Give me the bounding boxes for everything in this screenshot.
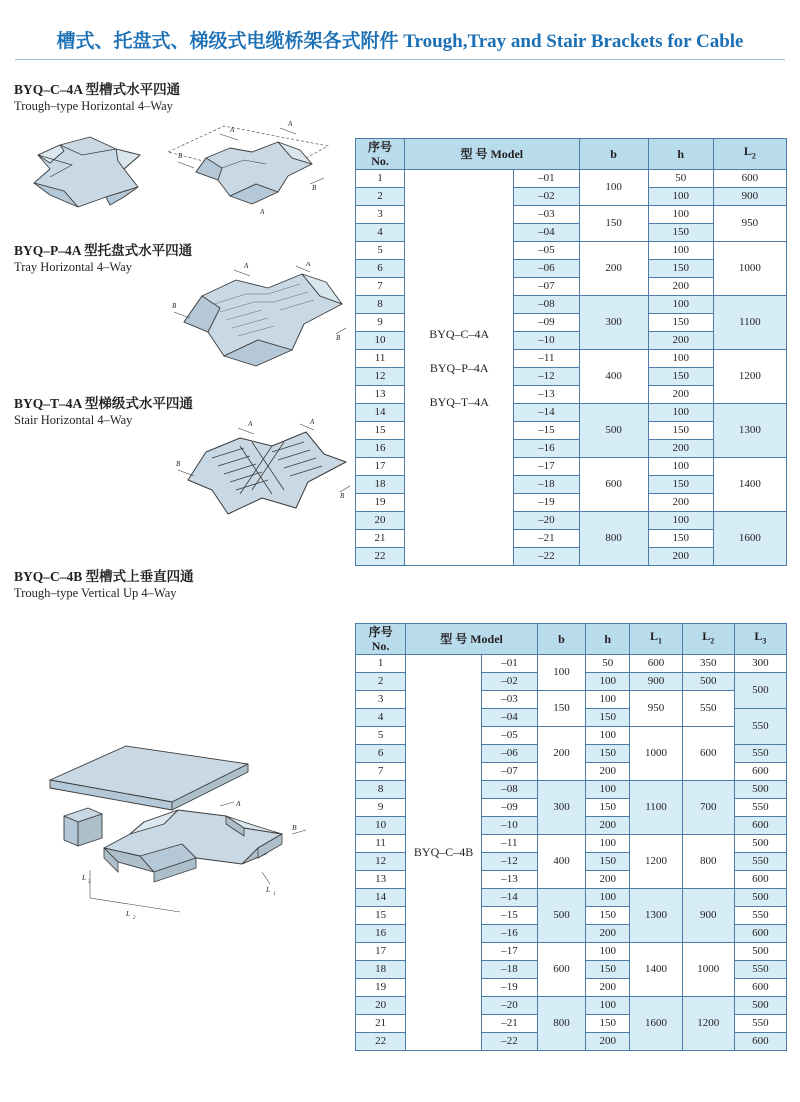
cell-b: 150 [537, 691, 585, 727]
cell-code: –15 [514, 422, 579, 440]
cell-h: 100 [586, 673, 630, 691]
cell-l1: 950 [630, 691, 682, 727]
cell-h: 100 [648, 188, 713, 206]
cell-h: 150 [586, 907, 630, 925]
cell-h: 150 [586, 961, 630, 979]
cell-b: 400 [579, 350, 648, 404]
cell-h: 100 [648, 242, 713, 260]
cell-h: 150 [586, 745, 630, 763]
svg-text:B: B [176, 460, 181, 468]
cell-h: 200 [648, 386, 713, 404]
cell-no: 7 [356, 278, 405, 296]
cell-code: –16 [514, 440, 579, 458]
header-l2: $L_2$ [682, 624, 734, 655]
cell-l2: 1100 [713, 296, 786, 350]
cell-l2: 1400 [713, 458, 786, 512]
cell-no: 5 [356, 727, 406, 745]
cell-code: –12 [482, 853, 538, 871]
cell-l2: 1600 [713, 512, 786, 566]
cell-h: 150 [648, 530, 713, 548]
cell-l3: 600 [734, 979, 786, 997]
cell-no: 18 [356, 961, 406, 979]
cell-no: 20 [356, 512, 405, 530]
cell-h: 100 [648, 512, 713, 530]
cell-b: 150 [579, 206, 648, 242]
header-no-en: No. [371, 154, 389, 168]
figure-vertical-up-4way-body [30, 800, 320, 920]
svg-text:A: A [230, 126, 235, 134]
cell-code: –19 [514, 494, 579, 512]
cell-l3: 550 [734, 961, 786, 979]
cell-code: –10 [514, 332, 579, 350]
cell-no: 22 [356, 1033, 406, 1051]
cell-l2: 1200 [682, 997, 734, 1051]
page-header [0, 26, 800, 60]
cell-l1: 1200 [630, 835, 682, 889]
cell-l3: 500 [734, 943, 786, 961]
header-l2: $L_2$ [713, 139, 786, 170]
svg-text:3: 3 [88, 880, 91, 885]
cell-h: 150 [648, 476, 713, 494]
table-header-row [356, 624, 787, 655]
cell-no: 17 [356, 943, 406, 961]
svg-text:A: A [260, 208, 265, 216]
cell-no: 21 [356, 1015, 406, 1033]
cell-no: 16 [356, 440, 405, 458]
cell-l3: 500 [734, 673, 786, 709]
cell-code: –13 [514, 386, 579, 404]
cell-l2: 550 [682, 691, 734, 727]
cell-code: –14 [514, 404, 579, 422]
cell-b: 200 [579, 242, 648, 296]
cell-code: –18 [514, 476, 579, 494]
caption-en: Trough–type Horizontal 4–Way [14, 99, 173, 113]
cell-no: 7 [356, 763, 406, 781]
cell-code: –03 [482, 691, 538, 709]
cell-no: 8 [356, 781, 406, 799]
cell-l3: 600 [734, 817, 786, 835]
cell-no: 9 [356, 799, 406, 817]
cell-code: –17 [482, 943, 538, 961]
header-no-cn: 序号 [368, 625, 393, 639]
cell-l1: 1600 [630, 997, 682, 1051]
table-header-row [356, 139, 787, 170]
caption-byq-c-4b [14, 565, 194, 601]
cell-h: 100 [648, 206, 713, 224]
cell-no: 1 [356, 170, 405, 188]
svg-text:B: B [312, 184, 317, 192]
header-b: b [579, 139, 648, 170]
cell-l2: 1000 [713, 242, 786, 296]
cell-model: BYQ–C–4B [406, 655, 482, 1051]
cell-no: 4 [356, 224, 405, 242]
cell-b: 500 [537, 889, 585, 943]
header-l1: $L_1$ [630, 624, 682, 655]
cell-no: 11 [356, 835, 406, 853]
cell-l1: 1400 [630, 943, 682, 997]
cell-code: –22 [514, 548, 579, 566]
cell-no: 1 [356, 655, 406, 673]
caption-en: Stair Horizontal 4–Way [14, 413, 133, 427]
cell-b: 300 [537, 781, 585, 835]
cell-no: 20 [356, 997, 406, 1015]
cell-code: –19 [482, 979, 538, 997]
cell-l3: 500 [734, 997, 786, 1015]
cell-h: 150 [586, 853, 630, 871]
header-no [356, 139, 405, 170]
cell-h: 100 [586, 835, 630, 853]
cell-h: 150 [586, 1015, 630, 1033]
cell-no: 3 [356, 691, 406, 709]
header-no-cn: 序号 [368, 140, 393, 154]
svg-text:2: 2 [133, 916, 136, 920]
cell-l2: 800 [682, 835, 734, 889]
cell-code: –08 [482, 781, 538, 799]
caption-en: Trough–type Vertical Up 4–Way [14, 586, 177, 600]
cell-no: 6 [356, 260, 405, 278]
cell-l3: 550 [734, 709, 786, 745]
cell-h: 50 [648, 170, 713, 188]
table-body [356, 655, 787, 1051]
cell-code: –10 [482, 817, 538, 835]
cell-h: 200 [586, 871, 630, 889]
header-no-en: No. [371, 639, 390, 653]
cell-b: 500 [579, 404, 648, 458]
svg-text:L: L [266, 885, 271, 894]
header-model: 型 号 Model [406, 624, 538, 655]
cell-code: –11 [514, 350, 579, 368]
cell-no: 2 [356, 188, 405, 206]
header-h: h [648, 139, 713, 170]
svg-text:B: B [172, 302, 177, 310]
cell-l3: 600 [734, 763, 786, 781]
caption-byq-c-4a [14, 78, 180, 114]
cell-no: 14 [356, 889, 406, 907]
cell-no: 12 [356, 368, 405, 386]
cell-code: –01 [514, 170, 579, 188]
cell-h: 100 [586, 889, 630, 907]
cell-b: 800 [579, 512, 648, 566]
cell-no: 5 [356, 242, 405, 260]
cell-code: –09 [514, 314, 579, 332]
cell-no: 22 [356, 548, 405, 566]
cell-no: 13 [356, 871, 406, 889]
cell-code: –07 [514, 278, 579, 296]
cell-no: 13 [356, 386, 405, 404]
cell-h: 200 [648, 278, 713, 296]
cell-code: –01 [482, 655, 538, 673]
cell-code: –22 [482, 1033, 538, 1051]
cell-no: 2 [356, 673, 406, 691]
cell-no: 16 [356, 925, 406, 943]
figure-trough-horizontal-4way-small [20, 125, 150, 225]
table-row [356, 655, 787, 673]
header-no [356, 624, 406, 655]
cell-l3: 550 [734, 853, 786, 871]
cell-code: –20 [514, 512, 579, 530]
cell-h: 150 [648, 422, 713, 440]
cell-h: 200 [586, 925, 630, 943]
cell-l2: 350 [682, 655, 734, 673]
cell-b: 400 [537, 835, 585, 889]
figure-tray-horizontal-4way [150, 262, 350, 392]
cell-l3: 500 [734, 781, 786, 799]
cell-l3: 550 [734, 745, 786, 763]
cell-l2: 1300 [713, 404, 786, 458]
cell-h: 150 [648, 314, 713, 332]
cell-b: 800 [537, 997, 585, 1051]
cell-b: 100 [537, 655, 585, 691]
cell-h: 200 [586, 763, 630, 781]
cell-l3: 600 [734, 1033, 786, 1051]
cell-l3: 300 [734, 655, 786, 673]
svg-text:L: L [126, 909, 131, 918]
svg-text:B: B [336, 334, 341, 342]
cell-l3: 550 [734, 907, 786, 925]
cell-code: –05 [514, 242, 579, 260]
cell-l2: 950 [713, 206, 786, 242]
cell-l1: 900 [630, 673, 682, 691]
cell-no: 19 [356, 979, 406, 997]
cell-l1: 1000 [630, 727, 682, 781]
svg-text:A: A [248, 420, 253, 428]
cell-h: 200 [648, 440, 713, 458]
svg-text:A: A [244, 262, 249, 270]
table-row [356, 170, 787, 188]
cell-h: 200 [648, 332, 713, 350]
figure-trough-horizontal-4way-dimensioned [160, 118, 335, 230]
cell-h: 100 [648, 404, 713, 422]
model-name: BYQ–P–4A [429, 360, 489, 375]
svg-text:B: B [178, 152, 183, 160]
cell-l1: 600 [630, 655, 682, 673]
cell-no: 15 [356, 422, 405, 440]
svg-text:1: 1 [273, 892, 276, 897]
cell-l3: 500 [734, 835, 786, 853]
cell-h: 200 [586, 979, 630, 997]
cell-h: 100 [586, 997, 630, 1015]
svg-text:B: B [340, 492, 345, 500]
cell-code: –03 [514, 206, 579, 224]
svg-text:B: B [292, 823, 297, 832]
cell-no: 15 [356, 907, 406, 925]
svg-text:A: A [306, 262, 311, 268]
cell-h: 100 [648, 458, 713, 476]
model-name: BYQ–C–4A [429, 326, 490, 341]
cell-no: 12 [356, 853, 406, 871]
cell-no: 9 [356, 314, 405, 332]
cell-no: 8 [356, 296, 405, 314]
header-h: h [586, 624, 630, 655]
caption-cn: BYQ–C–4A 型槽式水平四通 [14, 82, 181, 97]
cell-no: 11 [356, 350, 405, 368]
header-model: 型 号 Model [405, 139, 579, 170]
spec-table-vertical-up-4way [355, 623, 787, 1051]
header-l3: $L_3$ [734, 624, 786, 655]
cell-l1: 1100 [630, 781, 682, 835]
model-name: BYQ–T–4A [429, 394, 489, 409]
cell-no: 6 [356, 745, 406, 763]
caption-cn: BYQ–C–4B 型槽式上垂直四通 [14, 569, 194, 584]
cell-b: 600 [537, 943, 585, 997]
cell-code: –14 [482, 889, 538, 907]
cell-code: –20 [482, 997, 538, 1015]
cell-h: 100 [648, 350, 713, 368]
cell-l2: 500 [682, 673, 734, 691]
cell-code: –11 [482, 835, 538, 853]
cell-code: –21 [514, 530, 579, 548]
cell-no: 21 [356, 530, 405, 548]
cell-h: 200 [648, 548, 713, 566]
cell-code: –06 [482, 745, 538, 763]
cell-h: 100 [586, 691, 630, 709]
svg-text:A: A [310, 418, 315, 426]
cell-h: 200 [648, 494, 713, 512]
cell-h: 200 [586, 817, 630, 835]
cell-b: 200 [537, 727, 585, 781]
cell-l2: 1200 [713, 350, 786, 404]
cell-no: 4 [356, 709, 406, 727]
cell-h: 150 [648, 368, 713, 386]
cell-no: 19 [356, 494, 405, 512]
cell-code: –09 [482, 799, 538, 817]
cell-code: –21 [482, 1015, 538, 1033]
page-title: 槽式、托盘式、梯级式电缆桥架各式附件 Trough,Tray and Stair Brackets for Cable [56, 31, 744, 52]
header-divider [15, 59, 785, 60]
cell-h: 150 [648, 260, 713, 278]
caption-cn: BYQ–P–4A 型托盘式水平四通 [14, 243, 193, 258]
cell-no: 3 [356, 206, 405, 224]
cell-no: 17 [356, 458, 405, 476]
cell-h: 150 [648, 224, 713, 242]
cell-code: –04 [482, 709, 538, 727]
cell-b: 100 [579, 170, 648, 206]
cell-no: 10 [356, 332, 405, 350]
header-b: b [537, 624, 585, 655]
cell-code: –12 [514, 368, 579, 386]
cell-code: –07 [482, 763, 538, 781]
cell-no: 14 [356, 404, 405, 422]
cell-code: –06 [514, 260, 579, 278]
cell-l2: 600 [682, 727, 734, 781]
svg-text:A: A [236, 800, 241, 808]
cell-l3: 600 [734, 871, 786, 889]
cell-code: –13 [482, 871, 538, 889]
cell-l1: 1300 [630, 889, 682, 943]
cell-h: 150 [586, 799, 630, 817]
spec-table-horizontal-4way [355, 138, 787, 566]
cell-code: –02 [514, 188, 579, 206]
cell-l3: 500 [734, 889, 786, 907]
cell-l2: 1000 [682, 943, 734, 997]
cell-code: –04 [514, 224, 579, 242]
cell-code: –15 [482, 907, 538, 925]
cell-code: –05 [482, 727, 538, 745]
caption-en: Tray Horizontal 4–Way [14, 260, 132, 274]
cell-code: –16 [482, 925, 538, 943]
cell-l3: 600 [734, 925, 786, 943]
cell-h: 100 [586, 727, 630, 745]
cell-code: –02 [482, 673, 538, 691]
cell-h: 100 [586, 943, 630, 961]
cell-b: 300 [579, 296, 648, 350]
cell-l3: 550 [734, 1015, 786, 1033]
cell-l2: 700 [682, 781, 734, 835]
cell-h: 150 [586, 709, 630, 727]
cell-l2: 900 [713, 188, 786, 206]
cell-h: 100 [586, 781, 630, 799]
cell-no: 10 [356, 817, 406, 835]
cell-code: –18 [482, 961, 538, 979]
cell-model [405, 170, 514, 566]
cell-l2: 600 [713, 170, 786, 188]
cell-code: –17 [514, 458, 579, 476]
cell-h: 50 [586, 655, 630, 673]
svg-text:A: A [288, 120, 293, 128]
table-body [356, 170, 787, 566]
cell-h: 200 [586, 1033, 630, 1051]
cell-l2: 900 [682, 889, 734, 943]
cell-l3: 550 [734, 799, 786, 817]
cell-no: 18 [356, 476, 405, 494]
caption-cn: BYQ–T–4A 型梯级式水平四通 [14, 396, 193, 411]
cell-h: 100 [648, 296, 713, 314]
svg-text:L: L [82, 873, 87, 882]
figure-stair-horizontal-4way [152, 418, 352, 546]
cell-b: 600 [579, 458, 648, 512]
cell-code: –08 [514, 296, 579, 314]
